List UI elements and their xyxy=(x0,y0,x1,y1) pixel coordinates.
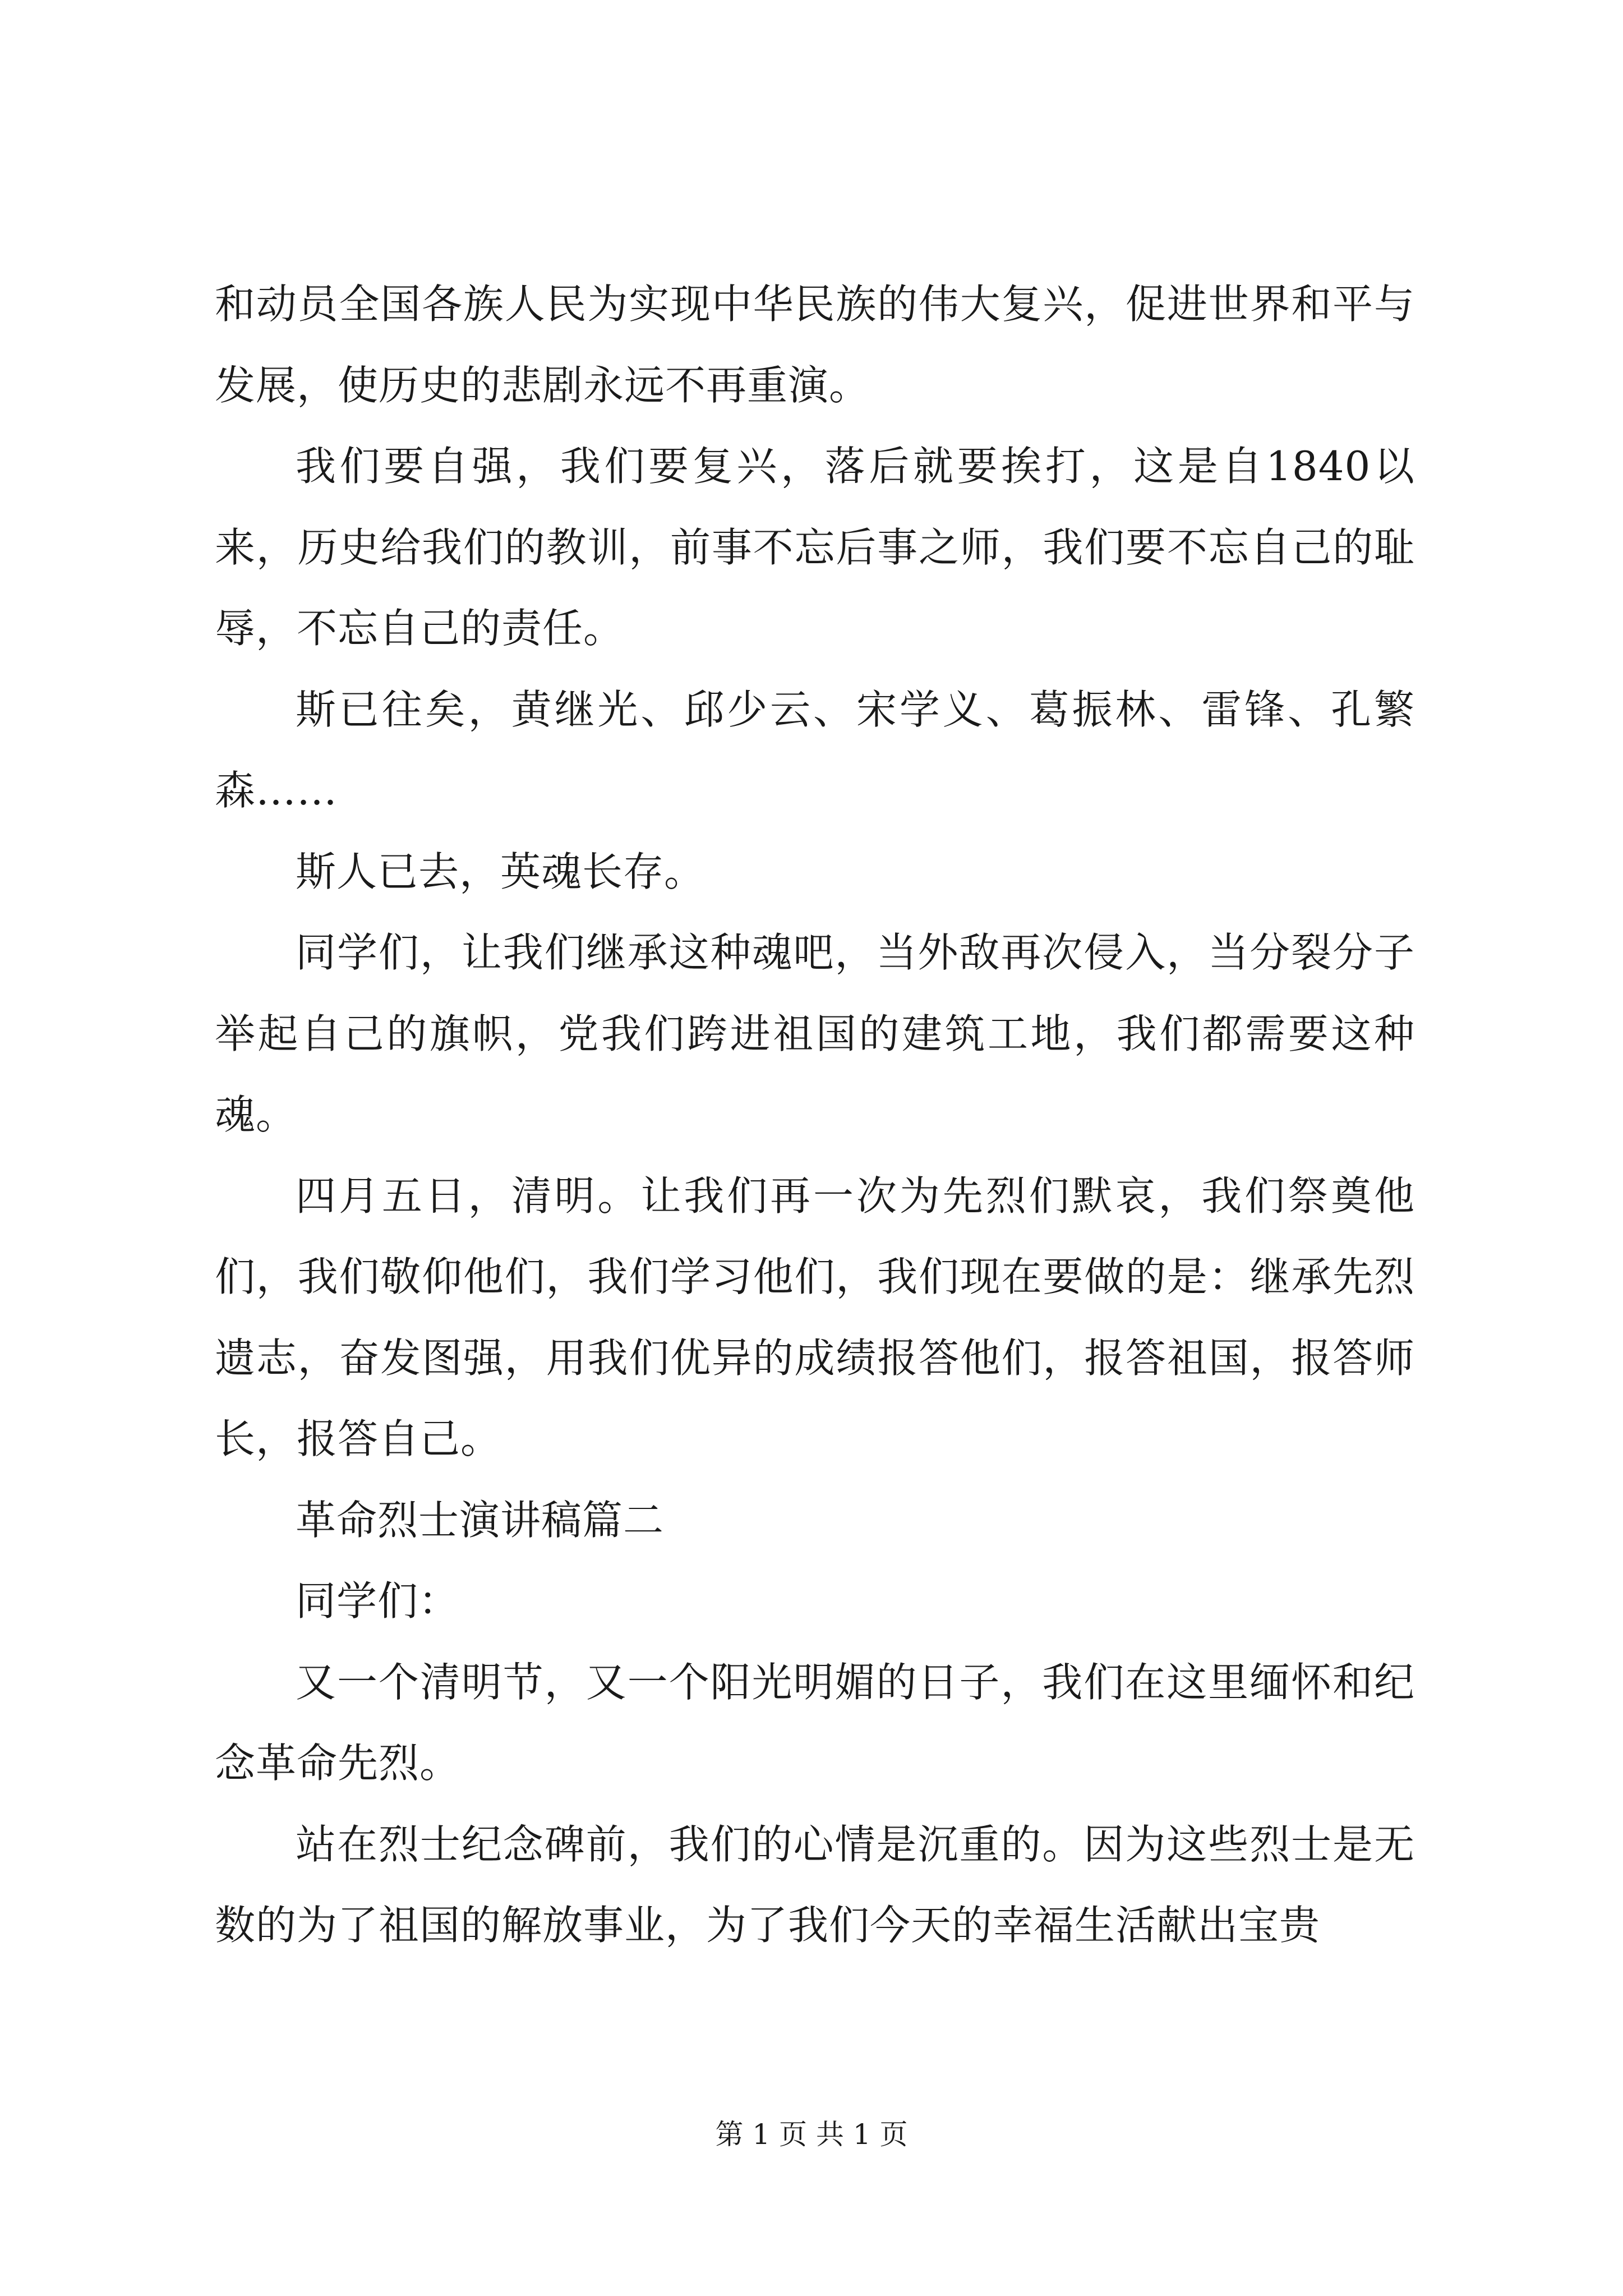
paragraph: 站在烈士纪念碑前，我们的心情是沉重的。因为这些烈士是无数的为了祖国的解放事业，为了我们今天的幸福生活献出宝贵 xyxy=(215,1820,1415,1949)
salutation: 同学们： xyxy=(296,1577,460,1625)
paragraph: 四月五日，清明。让我们再一次为先烈们默哀，我们祭奠他们，我们敬仰他们，我们学习他们，我们现在要做的是：继承先烈遗志，奋发图强，用我们优异的成绩报答他们，报答祖国，报答师长，报答自己。 xyxy=(215,1172,1415,1462)
paragraph: 斯已往矣，黄继光、邱少云、宋学义、葛振林、雷锋、孔繁森…… xyxy=(215,685,1415,814)
paragraph: 和动员全国各族人民为实现中华民族的伟大复兴，促进世界和平与发展，使历史的悲剧永远不再重演。 xyxy=(215,280,1415,409)
section-heading: 革命烈士演讲稿篇二 xyxy=(296,1496,665,1544)
document-body xyxy=(215,264,1415,1966)
paragraph: 我们要自强，我们要复兴，落后就要挨打，这是自1840以来，历史给我们的教训，前事不忘后事之师，我们要不忘自己的耻辱，不忘自己的责任。 xyxy=(215,443,1415,652)
paragraph: 又一个清明节，又一个阳光明媚的日子，我们在这里缅怀和纪念革命先烈。 xyxy=(215,1658,1415,1787)
paragraph: 斯人已去，英魂长存。 xyxy=(296,848,706,895)
paragraph: 同学们，让我们继承这种魂吧，当外敌再次侵入，当分裂分子举起自己的旗帜，党我们跨进祖国的建筑工地，我们都需要这种魂。 xyxy=(215,929,1415,1138)
page-number-label: 第 1 页 共 1 页 xyxy=(715,2118,908,2151)
page-footer xyxy=(0,2115,1623,2154)
